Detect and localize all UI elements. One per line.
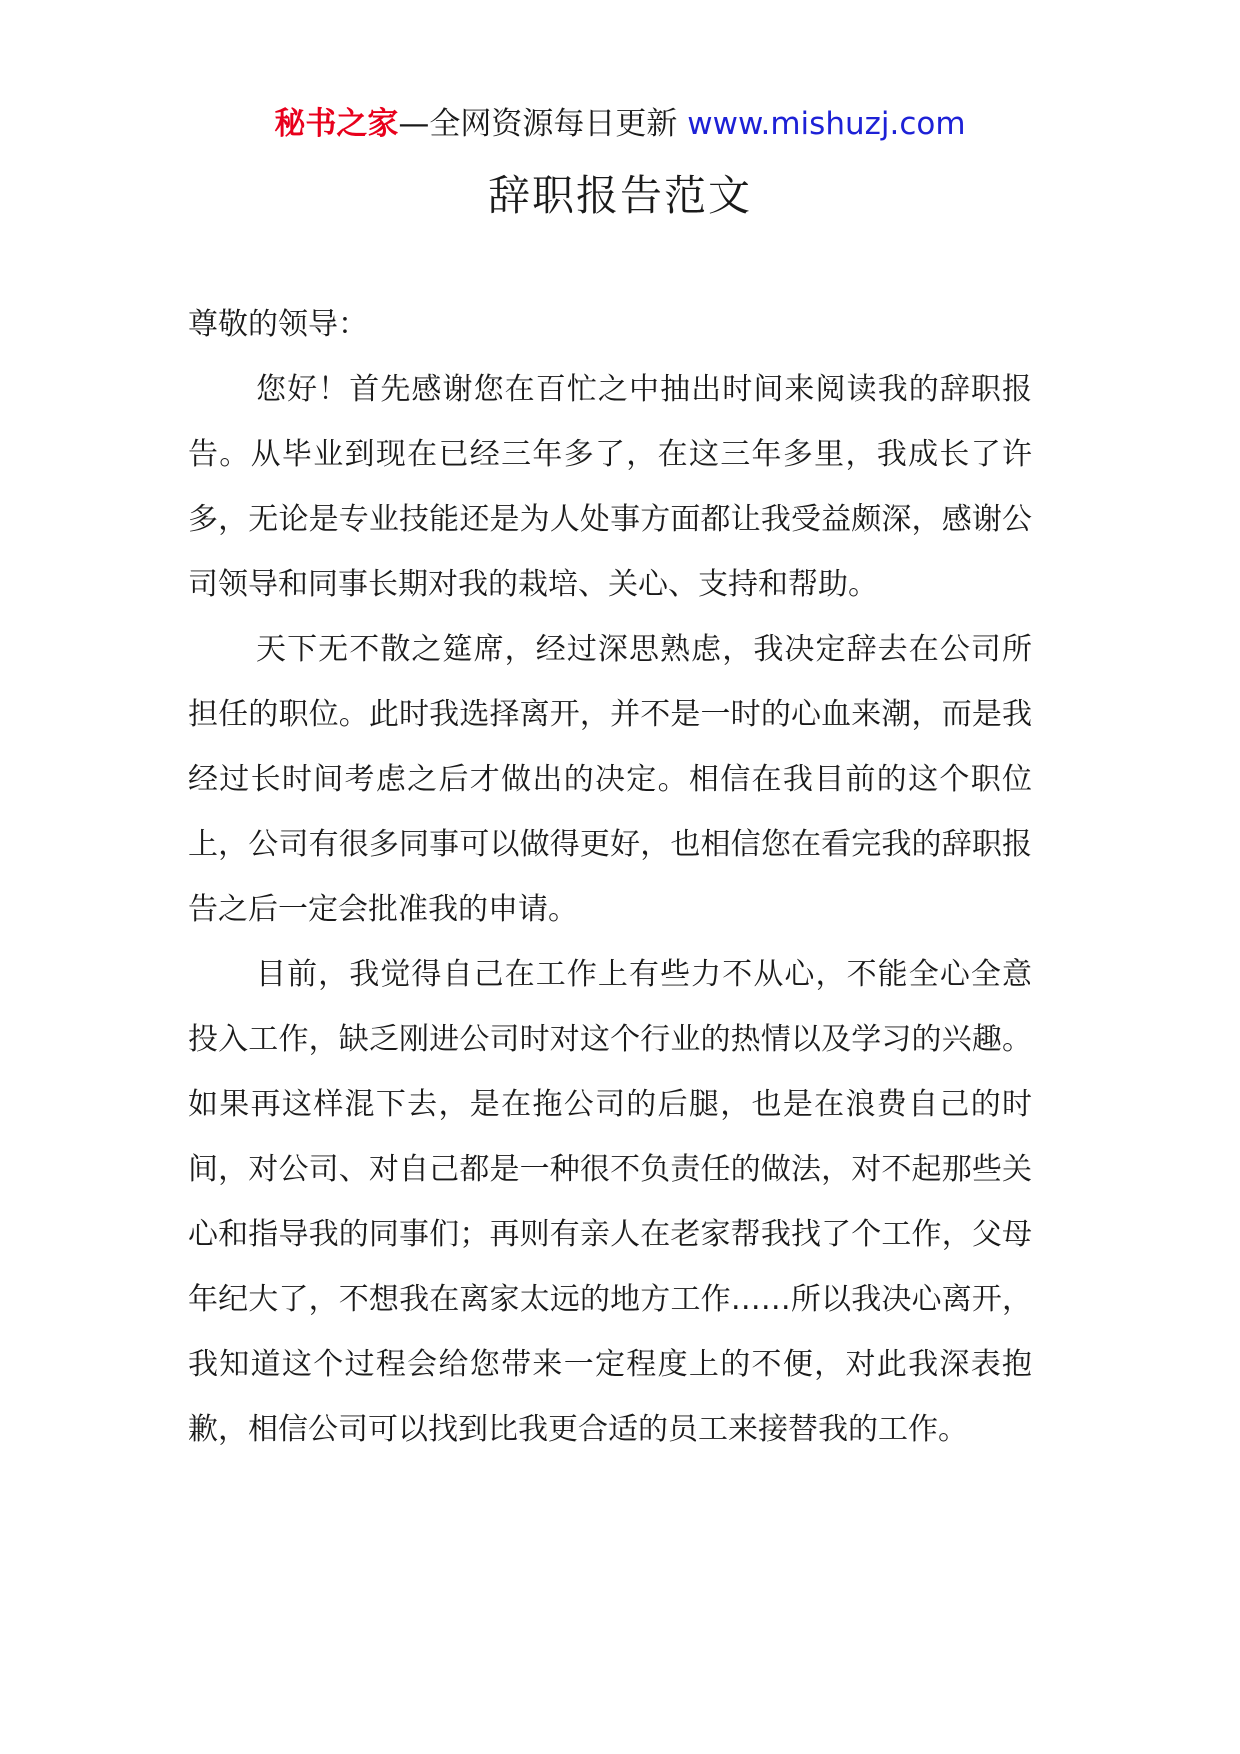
paragraph-reasons: 目前，我觉得自己在工作上有些力不从心，不能全心全意投入工作，缺乏刚进公司时对这个行业的热情以及学习的兴趣。如果再这样混下去，是在拖公司的后腿，也是在浪费自己的时间，对公司、对自己都是一种很不负责任的做法，对不起那些关心和指导我的同事们；再则有亲人在老家帮我找了个工作，父母年纪大了，不想我在离家太远的地方工作……所以我决心离开，我知道这个过程会给您带来一定程度上的不便，对此我深表抱歉，相信公司可以找到比我更合适的员工来接替我的工作。 [188, 957, 1032, 1447]
document-body [188, 292, 1032, 1462]
document-title: 辞职报告范文 [487, 171, 752, 220]
site-url-link[interactable]: www.mishuzj.com [687, 106, 966, 142]
brand-name: 秘书之家 [274, 106, 399, 142]
header-tagline: —全网资源每日更新 [398, 106, 688, 142]
paragraph-greeting: 您好！首先感谢您在百忙之中抽出时间来阅读我的辞职报告。从毕业到现在已经三年多了，在这三年多里，我成长了许多，无论是专业技能还是为人处事方面都让我受益颇深，感谢公司领导和同事长期对我的栽培、关心、支持和帮助。 [188, 372, 1032, 602]
paragraph-decision: 天下无不散之筵席，经过深思熟虑，我决定辞去在公司所担任的职位。此时我选择离开，并不是一时的心血来潮，而是我经过长时间考虑之后才做出的决定。相信在我目前的这个职位上，公司有很多同事可以做得更好，也相信您在看完我的辞职报告之后一定会批准我的申请。 [188, 632, 1032, 927]
salutation: 尊敬的领导： [188, 307, 368, 342]
site-header [0, 100, 1240, 148]
